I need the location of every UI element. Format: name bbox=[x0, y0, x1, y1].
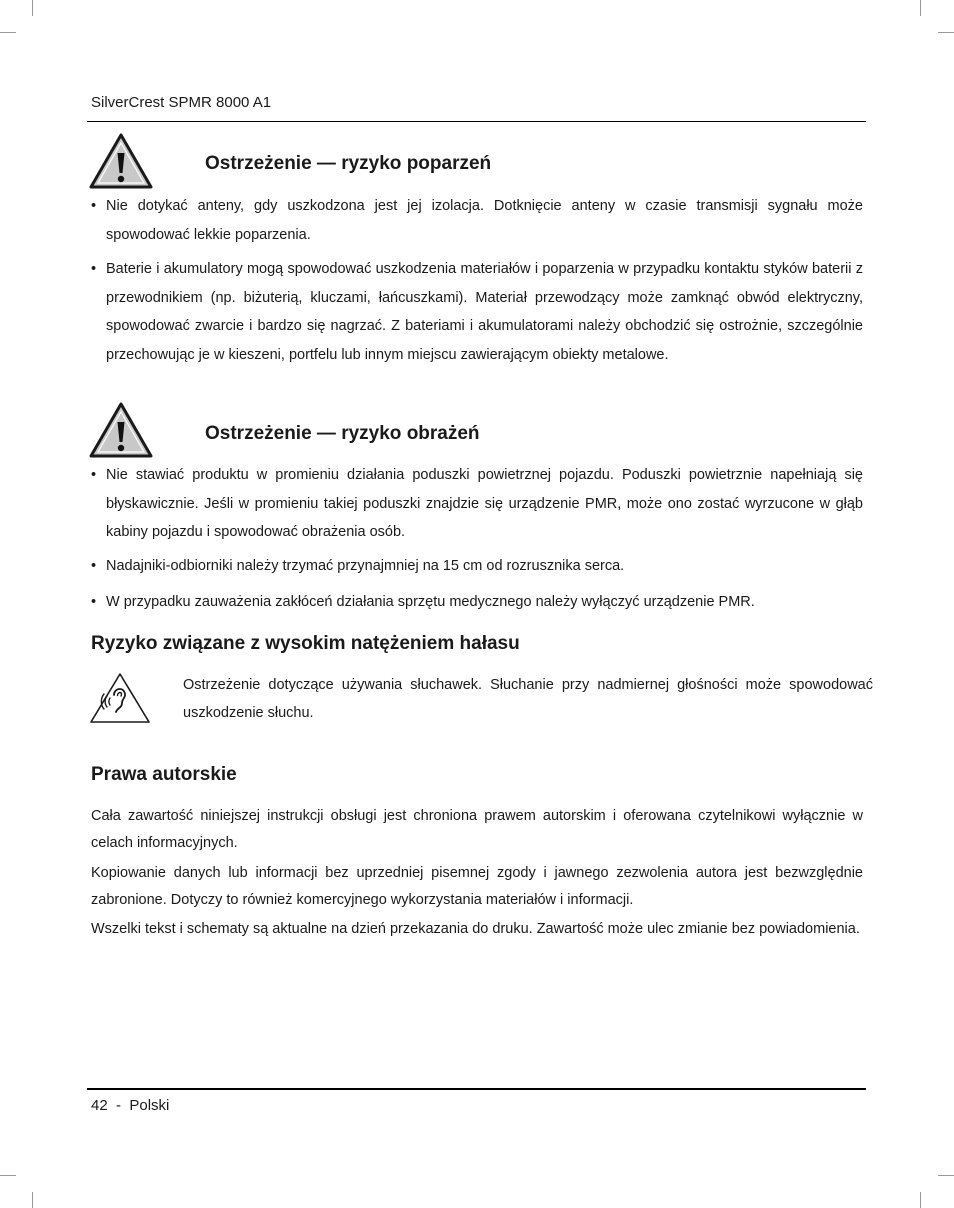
list-item bbox=[91, 255, 863, 369]
list-item-text: Nadajniki-odbiorniki należy trzymać przynajmniej na 15 cm od rozrusznika serca. bbox=[106, 558, 625, 574]
list-item-text: W przypadku zauważenia zakłóceń działania sprzętu medycznego należy wyłączyć urządzenie PMR. bbox=[106, 594, 755, 610]
burn-warning-title: Ostrzeżenie — ryzyko poparzeń bbox=[205, 153, 492, 174]
copyright-paragraph: Kopiowanie danych lub informacji bez uprzedniej pisemnej zgody i jawnego zezwolenia autora jest bezwzględnie zabronione. Dotyczy to również komercyjnego wykorzystania materiałów i informacji. bbox=[91, 865, 863, 908]
crop-mark bbox=[0, 1175, 16, 1176]
crop-mark bbox=[0, 32, 16, 33]
list-item-text: Baterie i akumulatory mogą spowodować uszkodzenia materiałów i poparzenia w przypadku kontaktu styków baterii z przewodnikiem (np. biżuterią, kluczami, łańcuszkami). Materiał przewodzący może zamknąć obwód elektryczny, spowodować zwarcie i bardzo się nagrzać. Z bateriami i akumulatorami należy obchodzić się ostrożnie, szczególnie przechowując je w kieszeni, portfelu lub innym miejscu zawierającym obiekty metalowe. bbox=[106, 261, 863, 363]
crop-mark bbox=[938, 1175, 954, 1176]
noise-warning-text: Ostrzeżenie dotyczące używania słuchawek. Słuchanie przy nadmiernej głośności może spowodować uszkodzenie słuchu. bbox=[183, 677, 873, 721]
injury-warning-title: Ostrzeżenie — ryzyko obrażeń bbox=[205, 423, 480, 444]
bullet-marker: • bbox=[91, 467, 97, 483]
warning-triangle-icon bbox=[89, 402, 153, 458]
list-item bbox=[91, 192, 863, 249]
crop-mark bbox=[920, 0, 921, 16]
bullet-marker: • bbox=[91, 261, 97, 277]
list-item bbox=[91, 461, 863, 547]
noise-section-title: Ryzyko związane z wysokim natężeniem hałasu bbox=[91, 633, 520, 654]
list-item-text: Nie stawiać produktu w promieniu działania poduszki powietrznej pojazdu. Poduszki powietrznie napełniają się błyskawicznie. Jeśli w promieniu takiej poduszki znajdzie się urządzenie PMR, może ono zostać wyrzucone w głąb kabiny pojazdu i spowodować obrażenia osób. bbox=[106, 467, 863, 540]
crop-mark bbox=[32, 0, 33, 16]
copyright-paragraph: Wszelki tekst i schematy są aktualne na dzień przekazania do druku. Zawartość może ulec zmianie bez powiadomienia. bbox=[91, 921, 860, 937]
copyright-paragraph: Cała zawartość niniejszej instrukcji obsługi jest chroniona prawem autorskim i oferowana czytelnikowi wyłącznie w celach informacyjnych. bbox=[91, 808, 863, 851]
bullet-marker: • bbox=[91, 198, 97, 214]
warning-triangle-icon bbox=[89, 133, 153, 189]
footer-rule bbox=[87, 1088, 866, 1090]
page-footer bbox=[91, 1097, 169, 1114]
crop-mark bbox=[938, 32, 954, 33]
list-item bbox=[91, 588, 863, 617]
header-rule bbox=[87, 121, 866, 122]
bullet-marker: • bbox=[91, 558, 97, 574]
page-header-title: SilverCrest SPMR 8000 A1 bbox=[91, 94, 272, 111]
list-item bbox=[91, 552, 863, 581]
page-number-language: 42 - Polski bbox=[91, 1097, 170, 1114]
crop-mark bbox=[920, 1192, 921, 1208]
crop-mark bbox=[32, 1192, 33, 1208]
bullet-marker: • bbox=[91, 594, 97, 610]
list-item-text: Nie dotykać anteny, gdy uszkodzona jest jej izolacja. Dotknięcie anteny w czasie transmisji sygnału może spowodować lekkie poparzenia. bbox=[106, 198, 863, 243]
hearing-damage-icon bbox=[89, 672, 151, 724]
copyright-section-title: Prawa autorskie bbox=[91, 764, 237, 785]
